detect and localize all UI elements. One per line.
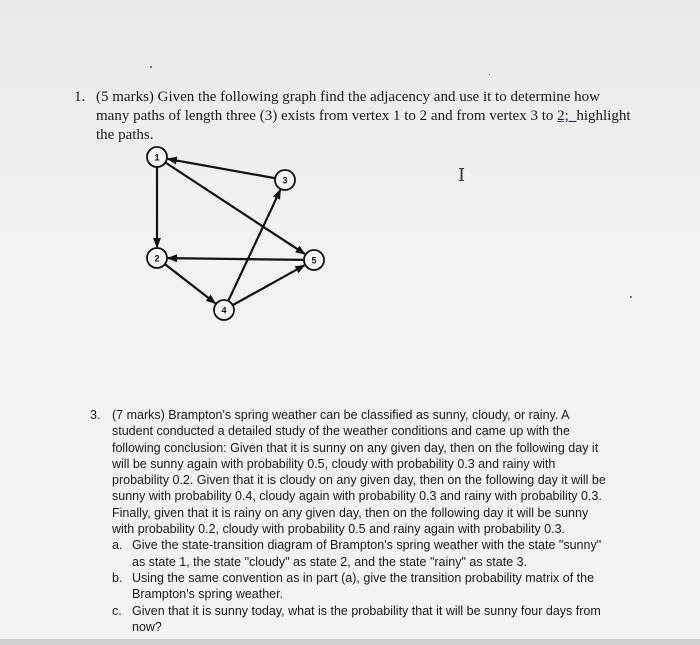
question-3-intro: (7 marks) Brampton's spring weather can be classified as sunny, cloudy, or rainy. A student conducted a detailed study of the weather conditions and came up with the following conclusion: Given that it is sunny on any given day, then on the following day it will be sunny again with probability 0.5, cloudy with probability 0.3 and rainy with probability 0.2. Given that it is cloudy on any given day, then on the following day it will be sunny with probability 0.4, cloudy again with probability 0.3 and rainy with probability 0.3. Finally, given that it is rainy on any given day, then on the following day it will be sunny with probability 0.2, cloudy with probability 0.5 and rainy again with probability 0.3. (112, 408, 606, 537)
question-3-number: 3. (90, 408, 101, 422)
question-3-part-c (112, 603, 610, 636)
page-bottom-edge (0, 639, 700, 645)
vertex-label: 1 (154, 152, 160, 163)
edge-5-to-2 (168, 258, 304, 260)
question-3 (90, 407, 610, 635)
text-cursor-icon: I (458, 165, 466, 186)
vertex-2 (147, 248, 167, 268)
vertex-5 (304, 250, 324, 270)
speck-mark (630, 296, 632, 298)
vertex-label: 4 (221, 305, 227, 316)
speck-mark (150, 66, 152, 68)
question-1-text (96, 88, 634, 145)
part-label: b. (112, 570, 123, 585)
vertex-4 (214, 300, 234, 320)
question-1-end-text: highlight the paths. (96, 108, 631, 143)
vertex-1 (147, 147, 167, 167)
question-1-main-text: (5 marks) Given the following graph find the adjacency and use it to determine how many paths of length three (3) exists from vertex 1 to 2 and from vertex 3 to (96, 89, 601, 124)
graph-nodes (147, 147, 324, 320)
edge-4-to-5 (233, 265, 305, 305)
question-1 (74, 88, 634, 145)
vertex-label: 3 (282, 175, 288, 186)
vertex-label: 5 (311, 255, 317, 266)
part-text: Given that it is sunny today, what is the probability that it will be sunny four days from now? (132, 603, 601, 634)
question-1-underlined-text: 2;_ (557, 108, 577, 124)
speck-mark (489, 74, 490, 75)
edge-2-to-4 (165, 264, 215, 303)
directed-graph (140, 140, 340, 330)
question-3-part-a (112, 537, 610, 570)
part-label: a. (112, 538, 123, 553)
vertex-label: 2 (154, 253, 160, 264)
vertex-3 (275, 170, 295, 190)
part-text: Give the state-transition diagram of Brampton's spring weather with the state "sunny" as state 1, the state "cloudy" as state 2, and the state "rainy" as state 3. (132, 538, 602, 569)
question-1-number: 1. (74, 89, 86, 105)
question-3-part-b (112, 570, 610, 603)
part-label: c. (112, 603, 122, 618)
part-text: Using the same convention as in part (a), give the transition probability matrix of the Brampton's spring weather. (132, 570, 595, 602)
